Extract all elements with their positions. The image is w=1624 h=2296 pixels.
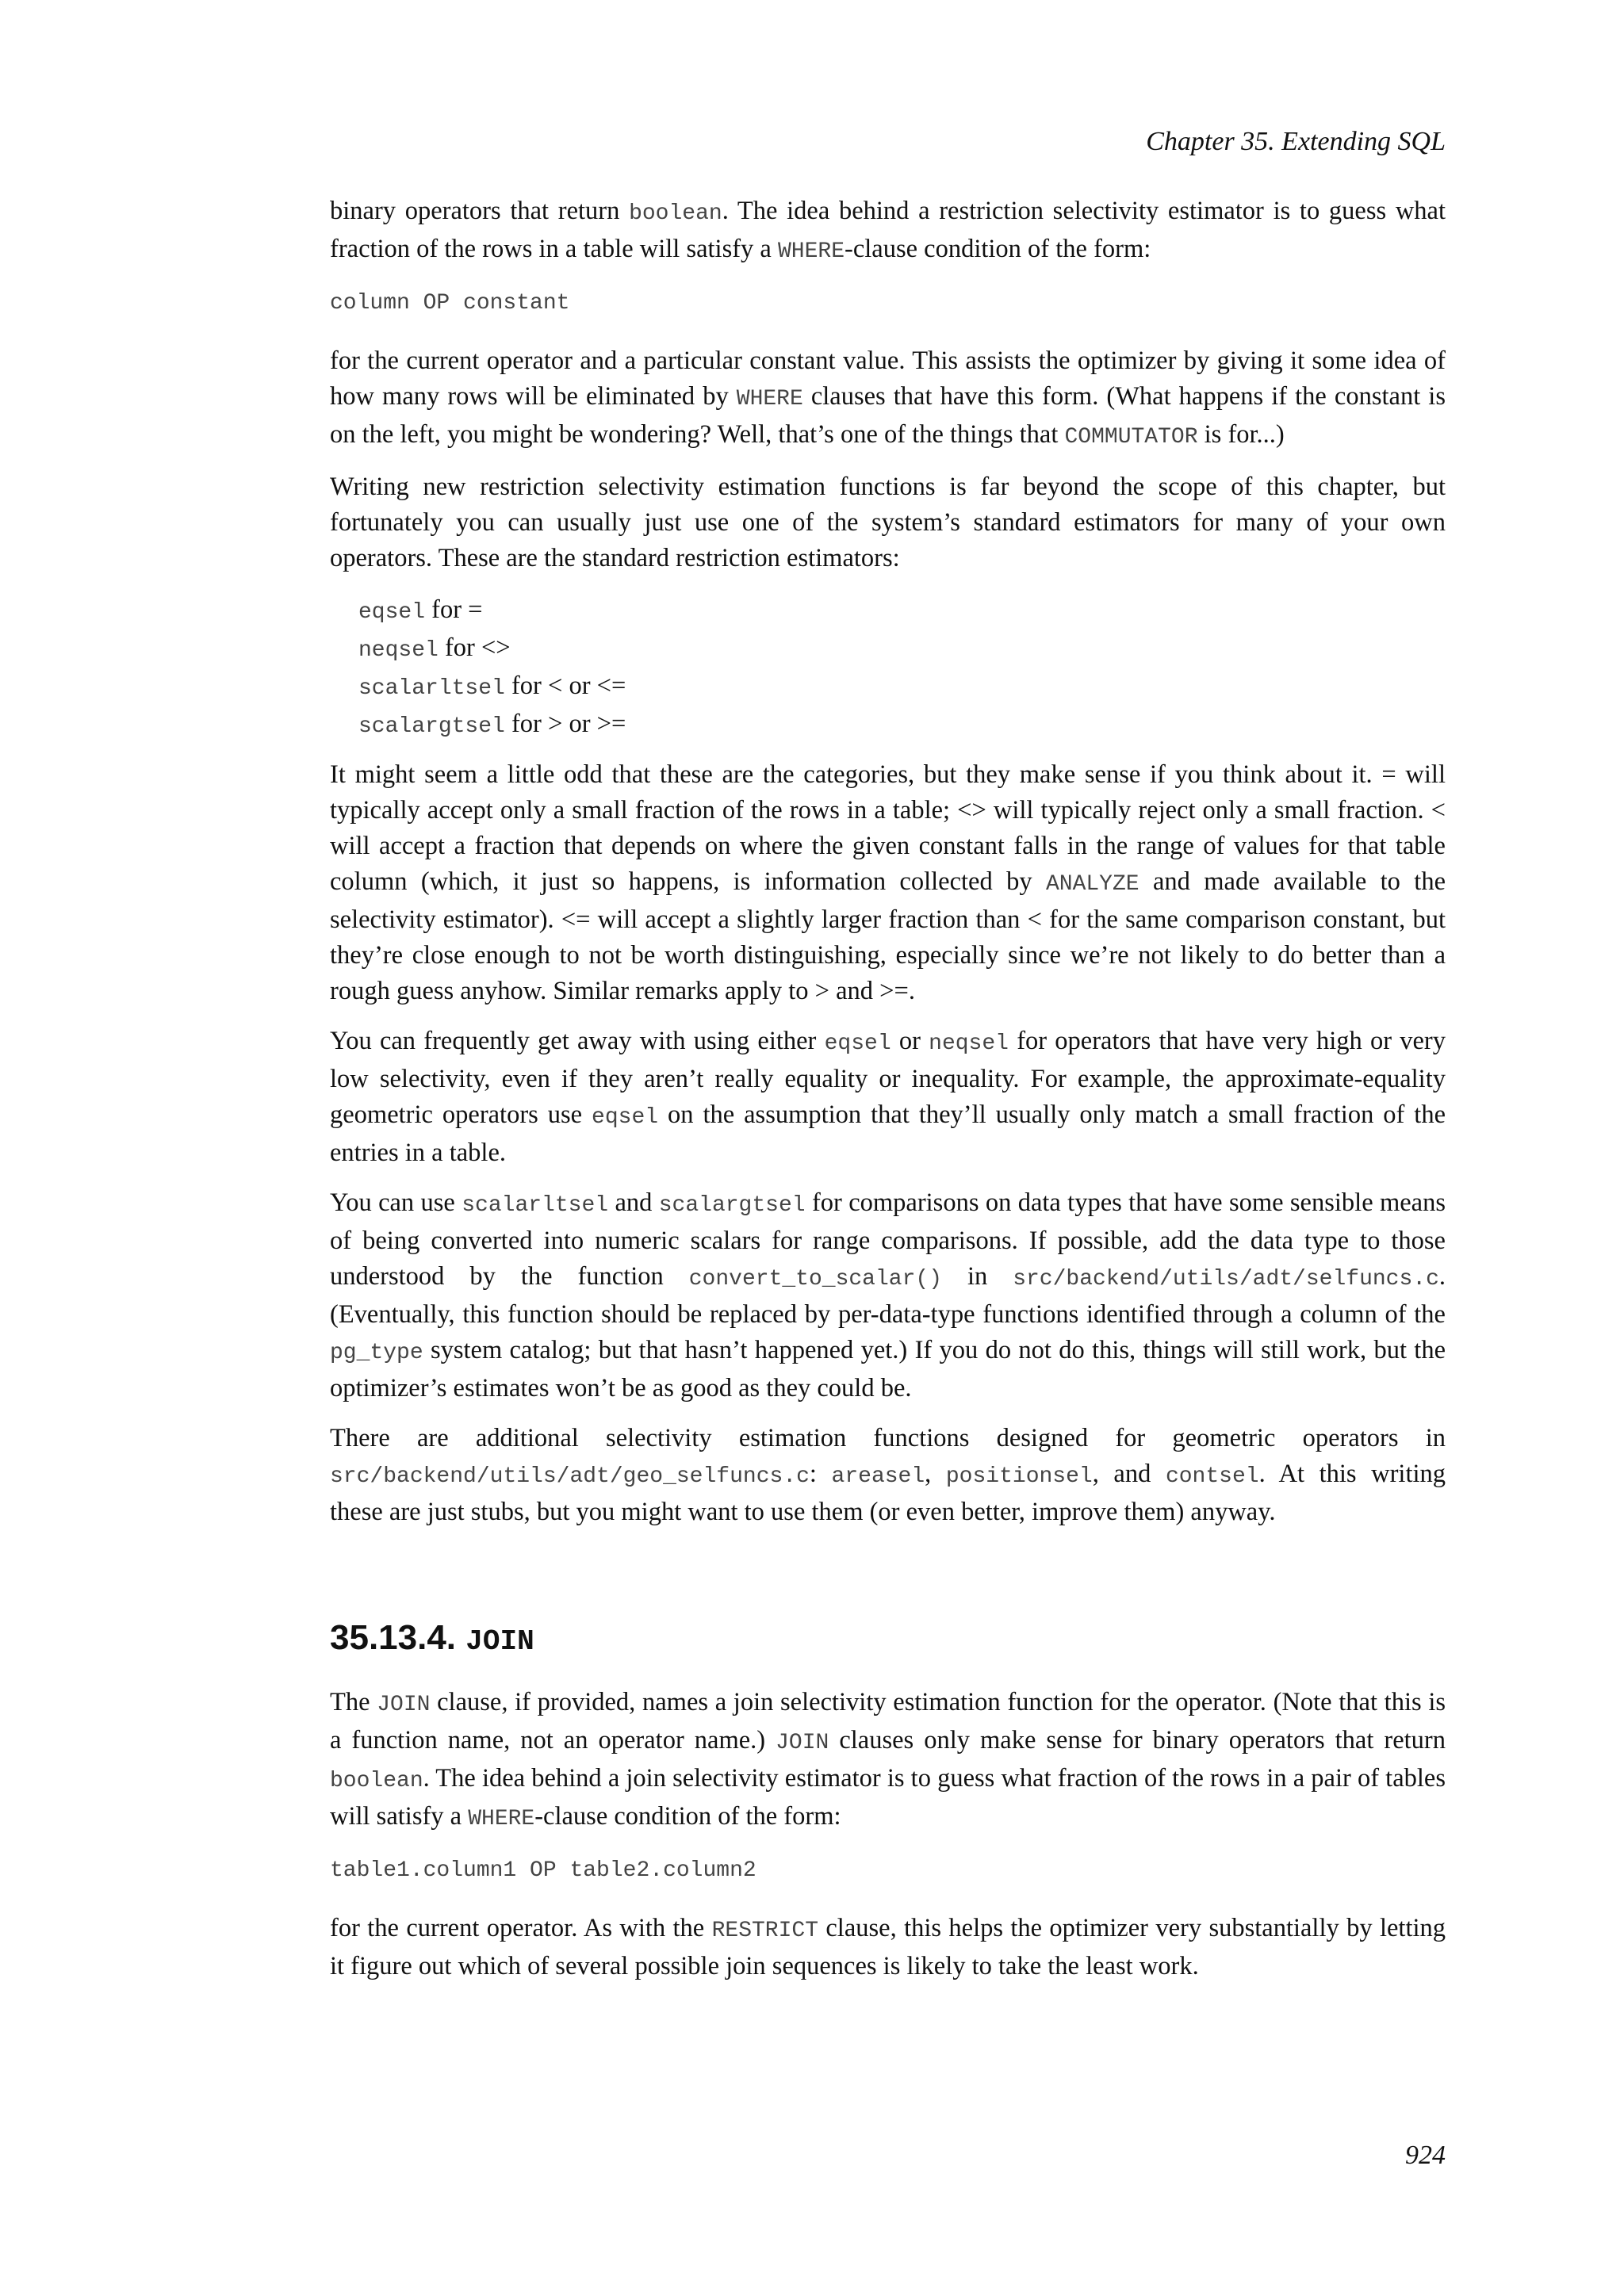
paragraph <box>330 193 1446 270</box>
paragraph <box>330 1685 1446 1837</box>
inline-code: neqsel <box>929 1031 1009 1056</box>
text-run: clauses that have this form. (What happens if the constant is on the left, you might be wondering? Well, that’s one of the things that <box>330 382 1446 449</box>
inline-code: ANALYZE <box>1045 872 1139 897</box>
text-run: . At this writing these are just stubs, but you might want to use them (or even better, improve them) anyway. <box>330 1460 1446 1526</box>
section-number: 35.13.4. <box>330 1618 466 1657</box>
inline-code: contsel <box>1165 1464 1259 1489</box>
text-run: There are additional selectivity estimation functions designed for geometric operators in <box>330 1424 1446 1452</box>
text-run: , <box>925 1460 946 1488</box>
text-run: clause, if provided, names a join selectivity estimation function for the operator. (Note that this is a function name, not an operator name.) <box>330 1688 1446 1755</box>
text-run: for < or <= <box>504 672 626 700</box>
paragraph <box>330 1421 1446 1530</box>
text-run: or <box>891 1027 929 1055</box>
inline-code: scalarltsel <box>462 1193 609 1218</box>
text-run: : <box>809 1460 832 1488</box>
text-run: clause, this helps the optimizer very substantially by letting it figure out which of several possible join sequences is likely to take the least work. <box>330 1914 1446 1980</box>
text-run: You can frequently get away with using either <box>330 1027 825 1055</box>
section-keyword: JOIN <box>465 1625 534 1658</box>
text-run: -clause condition of the form: <box>534 1802 841 1831</box>
inline-code: eqsel <box>824 1031 891 1056</box>
inline-code: JOIN <box>776 1731 829 1755</box>
text-run: for = <box>425 595 483 624</box>
text-run: for comparisons on data types that have some sensible means of being converted into numeric scalars for range comparisons. If possible, add the data type to those understood by the function <box>330 1188 1446 1291</box>
inline-code: scalargtsel <box>658 1193 806 1218</box>
section-heading <box>330 1616 1446 1664</box>
inline-code: convert_to_scalar() <box>688 1267 943 1292</box>
text-run: The <box>330 1688 377 1716</box>
inline-code: src/backend/utils/adt/geo_selfuncs.c <box>330 1464 810 1489</box>
inline-code: boolean <box>629 201 722 226</box>
text-run: for the current operator. As with the <box>330 1914 712 1942</box>
paragraph <box>330 343 1446 455</box>
inline-code: neqsel <box>358 638 439 663</box>
text-run: clauses only make sense for binary operators that return <box>829 1726 1446 1755</box>
paragraph: Writing new restriction selectivity estimation functions is far beyond the scope of this chapter, but fortunately you can usually just use one of the system’s standard estimators for many of your own operators. These are the standard restriction estimators: <box>330 473 1446 572</box>
text-run: and made available to the selectivity estimator). <= will accept a slightly larger fraction than < for the same comparison constant, but they’re close enough to not be worth distinguishing, especially since we’re not likely to do better than a rough guess anyhow. Similar remarks apply to > and >=. <box>330 867 1446 1005</box>
inline-code: pg_type <box>330 1341 423 1365</box>
text-run: You can use <box>330 1188 462 1217</box>
inline-code: scalarltsel <box>358 676 505 701</box>
inline-code: WHERE <box>777 239 845 264</box>
inline-code: src/backend/utils/adt/selfuncs.c <box>1013 1267 1439 1292</box>
text-run: for <> <box>438 633 511 662</box>
inline-code: JOIN <box>377 1693 431 1717</box>
text-run: on the assumption that they’ll usually only match a small fraction of the entries in a table. <box>330 1100 1446 1167</box>
text-run: and <box>608 1188 659 1217</box>
list-item <box>358 592 1446 630</box>
inline-code: eqsel <box>592 1105 659 1130</box>
paragraph <box>330 1911 1446 1984</box>
inline-code: scalargtsel <box>358 714 505 739</box>
inline-code: areasel <box>831 1464 925 1489</box>
text-run: system catalog; but that hasn’t happened yet.) If you do not do this, things will still work, but the optimizer’s estimates won’t be as good as they could be. <box>330 1336 1446 1402</box>
page-body <box>330 193 1446 1999</box>
page-number: 924 <box>1405 2141 1446 2170</box>
text-run: . The idea behind a restriction selectivity estimator is to guess what fraction of the rows in a table will satisfy a <box>330 197 1446 263</box>
text-run: for operators that have very high or very low selectivity, even if they aren’t really equality or inequality. For example, the approximate-equality geometric operators use <box>330 1027 1446 1129</box>
text-run: in <box>942 1262 1013 1291</box>
text-run: is for...) <box>1197 420 1285 449</box>
paragraph <box>330 1024 1446 1171</box>
inline-code: positionsel <box>945 1464 1093 1489</box>
text-run: -clause condition of the form: <box>845 235 1151 263</box>
list-item <box>358 668 1446 706</box>
running-header: Chapter 35. Extending SQL <box>1146 127 1446 156</box>
paragraph <box>330 757 1446 1009</box>
text-run: It might seem a little odd that these are the categories, but they make sense if you think about it. = will typically accept only a small fraction of the rows in a table; <> will typically reject only a small fraction. < will accept a fraction that depends on where the given constant falls in the range of values for that table column (which, it just so happens, is information collected by <box>330 760 1446 896</box>
inline-code: RESTRICT <box>711 1919 819 1943</box>
text-run: for the current operator and a particular constant value. This assists the optimizer by giving it some idea of how many rows will be eliminated by <box>330 346 1446 411</box>
estimator-list <box>358 592 1446 744</box>
paragraph <box>330 1185 1446 1406</box>
inline-code: eqsel <box>358 600 426 625</box>
code-block: table1.column1 OP table2.column2 <box>330 1858 756 1883</box>
code-block: column OP constant <box>330 291 570 316</box>
inline-code: COMMUTATOR <box>1064 425 1198 450</box>
text-run: , and <box>1092 1460 1166 1488</box>
text-run: . The idea behind a join selectivity estimator is to guess what fraction of the rows in a pair of tables will satisfy a <box>330 1764 1446 1831</box>
list-item <box>358 706 1446 744</box>
text-run: binary operators that return <box>330 197 630 225</box>
list-item <box>358 630 1446 668</box>
text-run: . (Eventually, this function should be replaced by per-data-type functions identified through a column of the <box>330 1262 1446 1329</box>
text-run: for > or >= <box>504 710 626 738</box>
inline-code: WHERE <box>736 387 803 411</box>
inline-code: WHERE <box>468 1807 535 1831</box>
inline-code: boolean <box>330 1769 423 1793</box>
